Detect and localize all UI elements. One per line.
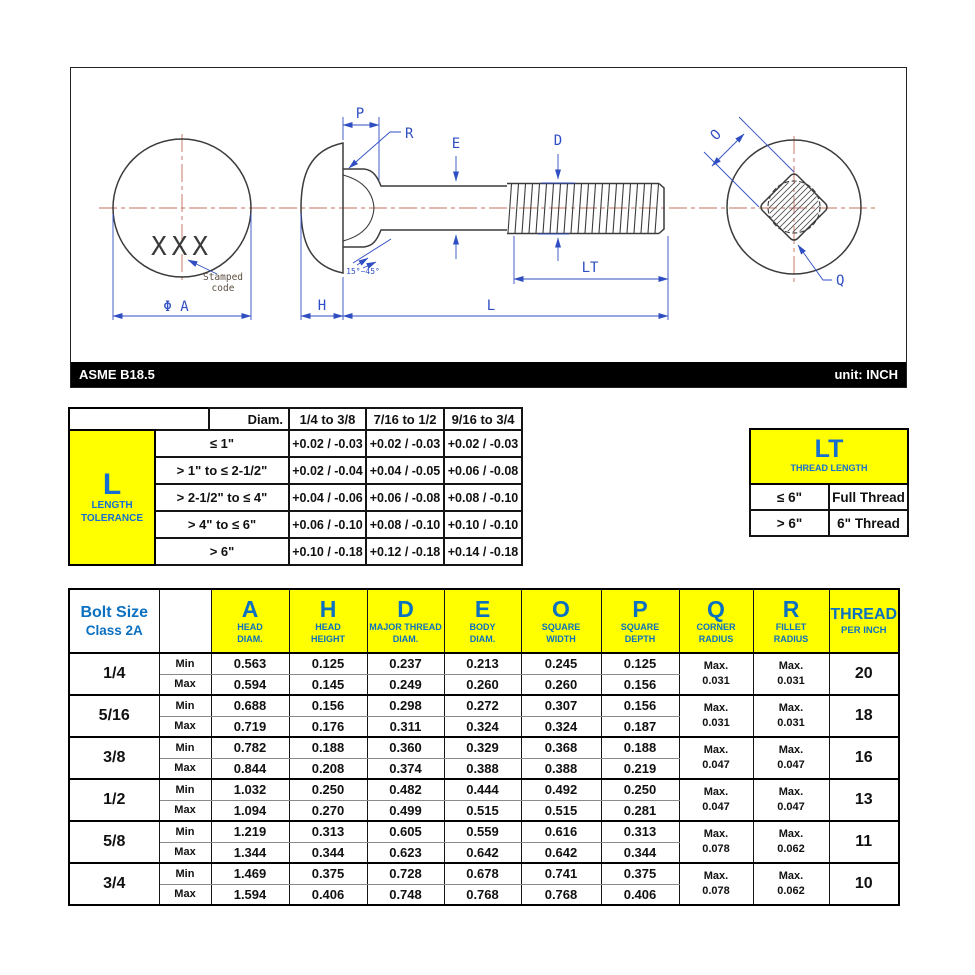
tolerance-value: +0.10 / -0.18 (289, 538, 366, 565)
dimension-max-value: 0.374 (367, 758, 444, 779)
column-header-a (211, 589, 289, 653)
dimension-min-value: 0.237 (367, 653, 444, 674)
lt-header-row (750, 429, 908, 484)
radius-value: 0.078 (702, 843, 730, 855)
lt-row (750, 510, 908, 536)
column-desc: SQUARE (541, 621, 581, 632)
dim-label-l: L (486, 298, 496, 314)
dimension-min-value: 0.188 (601, 737, 679, 758)
radius-value: 0.031 (702, 717, 730, 729)
dimension-max-value: 0.642 (521, 842, 601, 863)
radius-value: 0.031 (777, 675, 805, 687)
dim-label-lt: LT (581, 260, 599, 276)
dimension-min-value: 0.156 (289, 695, 367, 716)
column-desc: BODY (469, 621, 496, 632)
max-abbrev: Max. (778, 744, 804, 757)
column-header-p (601, 589, 679, 653)
radius-value: 0.078 (702, 885, 730, 897)
dimension-min-value: 0.559 (444, 821, 521, 842)
dimension-max-value: 0.260 (521, 674, 601, 695)
dimension-max-value: 0.499 (367, 800, 444, 821)
dimension-min-value: 0.563 (211, 653, 289, 674)
radius-value: 0.047 (777, 801, 805, 813)
dimension-min-value: 0.298 (367, 695, 444, 716)
dimension-min-value: 1.032 (211, 779, 289, 800)
radius-value: 0.031 (702, 675, 730, 687)
max-abbrev: Max. (703, 828, 729, 841)
bolt-size-class: Class 2A (85, 622, 143, 638)
max-abbrev: Max. (703, 786, 729, 799)
dimension-max-value: 0.406 (289, 884, 367, 905)
dimension-min-value: 0.125 (289, 653, 367, 674)
tolerance-side-header (69, 430, 155, 565)
thread-per-inch-value: 16 (829, 737, 899, 779)
dimension-min-value: 0.444 (444, 779, 521, 800)
column-header-q (679, 589, 753, 653)
bolt-row-min (69, 779, 899, 800)
column-desc: CORNER (696, 621, 736, 632)
tolerance-sub-label: TOLERANCE (80, 512, 144, 524)
thread-header-line2: PER INCH (841, 624, 887, 636)
dimension-max-value: 0.260 (444, 674, 521, 695)
bolt-size-value: 5/8 (69, 821, 159, 863)
radius-value: 0.062 (777, 885, 805, 897)
tolerance-value: +0.02 / -0.03 (444, 430, 522, 457)
column-header-h (289, 589, 367, 653)
length-tolerance-table (68, 407, 523, 566)
dim-label-e: E (451, 136, 461, 152)
dimension-min-value: 0.156 (601, 695, 679, 716)
thread-per-inch-value: 11 (829, 821, 899, 863)
min-label: Min (159, 863, 211, 884)
column-desc: WIDTH (546, 633, 576, 644)
max-label: Max (159, 758, 211, 779)
max-label: Max (159, 842, 211, 863)
column-desc: FILLET (775, 621, 807, 632)
column-header-e (444, 589, 521, 653)
bolt-size-title: Bolt Size (80, 603, 149, 621)
dimension-max-value: 0.156 (601, 674, 679, 695)
tolerance-value: +0.02 / -0.04 (289, 457, 366, 484)
standard-label: ASME B18.5 (79, 367, 155, 382)
angle-leader-line (353, 239, 391, 263)
dimension-min-value: 0.678 (444, 863, 521, 884)
max-label: Max (159, 674, 211, 695)
dimension-max-value: 0.176 (289, 716, 367, 737)
tolerance-value: +0.10 / -0.10 (444, 511, 522, 538)
dimension-min-value: 1.219 (211, 821, 289, 842)
column-letter: D (397, 595, 414, 622)
max-abbrev: Max. (778, 828, 804, 841)
dimension-min-value: 0.125 (601, 653, 679, 674)
min-label: Min (159, 737, 211, 758)
dimension-max-value: 0.642 (444, 842, 521, 863)
tolerance-value: +0.06 / -0.10 (289, 511, 366, 538)
tolerance-value: +0.14 / -0.18 (444, 538, 522, 565)
dim-label-r: R (405, 126, 414, 142)
corner-fillet-radius-r (753, 863, 829, 905)
min-label: Min (159, 695, 211, 716)
dimension-min-value: 0.375 (601, 863, 679, 884)
bolt-row-min (69, 653, 899, 674)
min-label: Min (159, 653, 211, 674)
max-abbrev: Max. (778, 660, 804, 673)
tolerance-row (69, 430, 522, 457)
max-abbrev: Max. (778, 702, 804, 715)
dimension-min-value: 0.368 (521, 737, 601, 758)
column-desc: DIAM. (469, 633, 496, 644)
tolerance-sub-label: LENGTH (91, 500, 133, 511)
dimension-min-value: 0.313 (289, 821, 367, 842)
corner-fillet-radius-q (679, 863, 753, 905)
thread-header-line1: THREAD (830, 605, 898, 623)
column-desc: SQUARE (620, 621, 660, 632)
column-desc: DEPTH (624, 633, 656, 644)
max-abbrev: Max. (703, 660, 729, 673)
bolt-size-header (69, 589, 159, 653)
bolt-size-value: 1/4 (69, 653, 159, 695)
column-header-o (521, 589, 601, 653)
stamped-code-marking: XXX (151, 232, 213, 262)
thread-length-table (749, 428, 909, 537)
column-letter: H (319, 595, 337, 622)
dimension-max-value: 0.270 (289, 800, 367, 821)
dimension-max-value: 0.719 (211, 716, 289, 737)
dimension-max-value: 1.594 (211, 884, 289, 905)
dimension-min-value: 0.375 (289, 863, 367, 884)
dim-label-o: O (707, 126, 725, 144)
dimension-max-value: 0.344 (289, 842, 367, 863)
dimension-min-value: 0.272 (444, 695, 521, 716)
lt-table-header (750, 429, 908, 484)
tolerance-value: +0.02 / -0.03 (289, 430, 366, 457)
bolt-row-min (69, 863, 899, 884)
thread-flank-lines (508, 184, 659, 233)
tolerance-corner-blank (69, 408, 209, 430)
dimension-max-value: 0.145 (289, 674, 367, 695)
corner-fillet-radius-q (679, 653, 753, 695)
dim-label-phi-a: Φ A (163, 299, 189, 315)
max-abbrev: Max. (778, 870, 804, 883)
tolerance-value: +0.02 / -0.03 (366, 430, 444, 457)
radius-value: 0.047 (702, 801, 730, 813)
lt-value: 6" Thread (829, 510, 908, 536)
dimension-max-value: 0.844 (211, 758, 289, 779)
tolerance-value: +0.04 / -0.06 (289, 484, 366, 511)
stamped-note-line2: code (211, 283, 235, 294)
technical-drawing-block (70, 67, 907, 388)
thread-per-inch-value: 13 (829, 779, 899, 821)
tolerance-range: > 2-1/2" to ≤ 4" (155, 484, 289, 511)
corner-fillet-radius-q (679, 737, 753, 779)
dimension-min-value: 0.492 (521, 779, 601, 800)
tolerance-value: +0.06 / -0.08 (444, 457, 522, 484)
dimension-max-value: 0.515 (444, 800, 521, 821)
dim-label-p: P (355, 106, 365, 122)
dimension-min-value: 0.616 (521, 821, 601, 842)
bolt-row-min (69, 695, 899, 716)
dimension-max-value: 0.324 (444, 716, 521, 737)
dimension-min-value: 0.245 (521, 653, 601, 674)
column-desc: HEAD (315, 621, 341, 632)
neck-bottom-line (343, 230, 507, 247)
dimension-max-value: 0.208 (289, 758, 367, 779)
column-desc: MAJOR THREAD (369, 621, 442, 632)
radius-value: 0.047 (777, 759, 805, 771)
thread-per-inch-value: 10 (829, 863, 899, 905)
tolerance-letter: L (102, 468, 122, 501)
bolt-size-value: 5/16 (69, 695, 159, 737)
column-letter: O (552, 595, 570, 622)
dimension-max-value: 0.768 (521, 884, 601, 905)
dim-label-d: D (553, 133, 563, 149)
dimension-max-value: 0.748 (367, 884, 444, 905)
tolerance-diam-header: 1/4 to 3/8 (289, 408, 366, 430)
column-desc: RADIUS (698, 633, 734, 644)
dimension-max-value: 0.594 (211, 674, 289, 695)
column-desc: HEIGHT (310, 633, 345, 644)
dimension-min-value: 0.250 (601, 779, 679, 800)
dimension-min-value: 0.688 (211, 695, 289, 716)
column-desc: DIAM. (392, 633, 419, 644)
column-letter: Q (707, 595, 725, 622)
max-label: Max (159, 800, 211, 821)
column-letter: P (632, 595, 648, 622)
max-abbrev: Max. (703, 702, 729, 715)
dimension-max-value: 1.344 (211, 842, 289, 863)
dimension-max-value: 0.187 (601, 716, 679, 737)
thread-per-inch-header (829, 589, 899, 653)
dimension-max-value: 0.324 (521, 716, 601, 737)
lt-value: Full Thread (829, 484, 908, 510)
tolerance-range: > 1" to ≤ 2-1/2" (155, 457, 289, 484)
radius-value: 0.062 (777, 843, 805, 855)
min-label: Min (159, 821, 211, 842)
column-letter: A (241, 595, 259, 622)
dimension-max-value: 0.515 (521, 800, 601, 821)
tolerance-range: > 4" to ≤ 6" (155, 511, 289, 538)
tolerance-header-row (69, 408, 522, 430)
dimension-min-value: 0.782 (211, 737, 289, 758)
column-desc: DIAM. (237, 633, 263, 644)
thread-per-inch-value: 18 (829, 695, 899, 737)
bolt-end-chamfer (659, 184, 664, 234)
corner-fillet-radius-q (679, 779, 753, 821)
max-label: Max (159, 884, 211, 905)
minmax-header-blank (159, 589, 211, 653)
tolerance-diam-header: 7/16 to 1/2 (366, 408, 444, 430)
q-leader (798, 245, 832, 280)
radius-value: 0.047 (702, 759, 730, 771)
tolerance-value: +0.06 / -0.08 (366, 484, 444, 511)
column-letter: E (474, 595, 491, 622)
bolt-row-min (69, 737, 899, 758)
max-abbrev: Max. (703, 744, 729, 757)
lt-sub-label: THREAD LENGTH (790, 463, 868, 474)
o-ext-left (704, 152, 759, 207)
carriage-bolt-drawing (71, 68, 906, 362)
column-desc: HEAD (237, 621, 263, 632)
dimension-max-value: 0.406 (601, 884, 679, 905)
tolerance-value: +0.08 / -0.10 (366, 511, 444, 538)
dimension-min-value: 0.188 (289, 737, 367, 758)
lt-letter: LT (814, 435, 844, 464)
thread-per-inch-value: 20 (829, 653, 899, 695)
dimension-min-value: 0.605 (367, 821, 444, 842)
corner-fillet-radius-q (679, 821, 753, 863)
bolt-size-value: 1/2 (69, 779, 159, 821)
o-ext-top (739, 117, 794, 172)
tolerance-range: ≤ 1" (155, 430, 289, 457)
bolt-dimensions-table (68, 588, 900, 906)
corner-fillet-radius-q (679, 695, 753, 737)
max-abbrev: Max. (703, 870, 729, 883)
r-leader (349, 132, 401, 168)
tolerance-value: +0.08 / -0.10 (444, 484, 522, 511)
dimension-max-value: 0.249 (367, 674, 444, 695)
lt-condition: > 6" (750, 510, 829, 536)
dimension-min-value: 0.728 (367, 863, 444, 884)
drawing-title-bar (71, 362, 906, 387)
stamped-note-line1: Stamped (202, 272, 244, 283)
column-header-d (367, 589, 444, 653)
bolt-row-min (69, 821, 899, 842)
dimension-min-value: 0.313 (601, 821, 679, 842)
dimension-max-value: 1.094 (211, 800, 289, 821)
dimension-min-value: 0.741 (521, 863, 601, 884)
bolt-size-value: 3/4 (69, 863, 159, 905)
min-label: Min (159, 779, 211, 800)
dimension-max-value: 0.311 (367, 716, 444, 737)
tolerance-diam-label: Diam. (209, 408, 289, 430)
corner-fillet-radius-r (753, 737, 829, 779)
dimension-min-value: 0.250 (289, 779, 367, 800)
unit-label: unit: INCH (834, 367, 898, 382)
lt-condition: ≤ 6" (750, 484, 829, 510)
neck-top-line (343, 169, 507, 186)
dimension-min-value: 0.213 (444, 653, 521, 674)
dimension-max-value: 0.344 (601, 842, 679, 863)
max-abbrev: Max. (778, 786, 804, 799)
dimension-max-value: 0.388 (521, 758, 601, 779)
radius-value: 0.031 (777, 717, 805, 729)
corner-fillet-radius-r (753, 779, 829, 821)
dimension-max-value: 0.281 (601, 800, 679, 821)
tolerance-value: +0.04 / -0.05 (366, 457, 444, 484)
dimension-max-value: 0.623 (367, 842, 444, 863)
dimension-min-value: 0.307 (521, 695, 601, 716)
dimension-max-value: 0.219 (601, 758, 679, 779)
column-desc: RADIUS (773, 633, 809, 644)
column-letter: R (782, 595, 800, 622)
corner-fillet-radius-r (753, 695, 829, 737)
dim-label-q: Q (836, 273, 845, 289)
tolerance-range: > 6" (155, 538, 289, 565)
dimension-min-value: 1.469 (211, 863, 289, 884)
tolerance-diam-header: 9/16 to 3/4 (444, 408, 522, 430)
max-label: Max (159, 716, 211, 737)
dim-label-angle: 15°~45° (346, 267, 380, 276)
corner-fillet-radius-r (753, 653, 829, 695)
column-header-r (753, 589, 829, 653)
dimension-min-value: 0.360 (367, 737, 444, 758)
lt-row (750, 484, 908, 510)
dimension-max-value: 0.768 (444, 884, 521, 905)
dim-label-h: H (317, 298, 327, 314)
bolt-size-value: 3/8 (69, 737, 159, 779)
dimension-min-value: 0.482 (367, 779, 444, 800)
tolerance-value: +0.12 / -0.18 (366, 538, 444, 565)
dimension-min-value: 0.329 (444, 737, 521, 758)
corner-fillet-radius-r (753, 821, 829, 863)
dimension-max-value: 0.388 (444, 758, 521, 779)
